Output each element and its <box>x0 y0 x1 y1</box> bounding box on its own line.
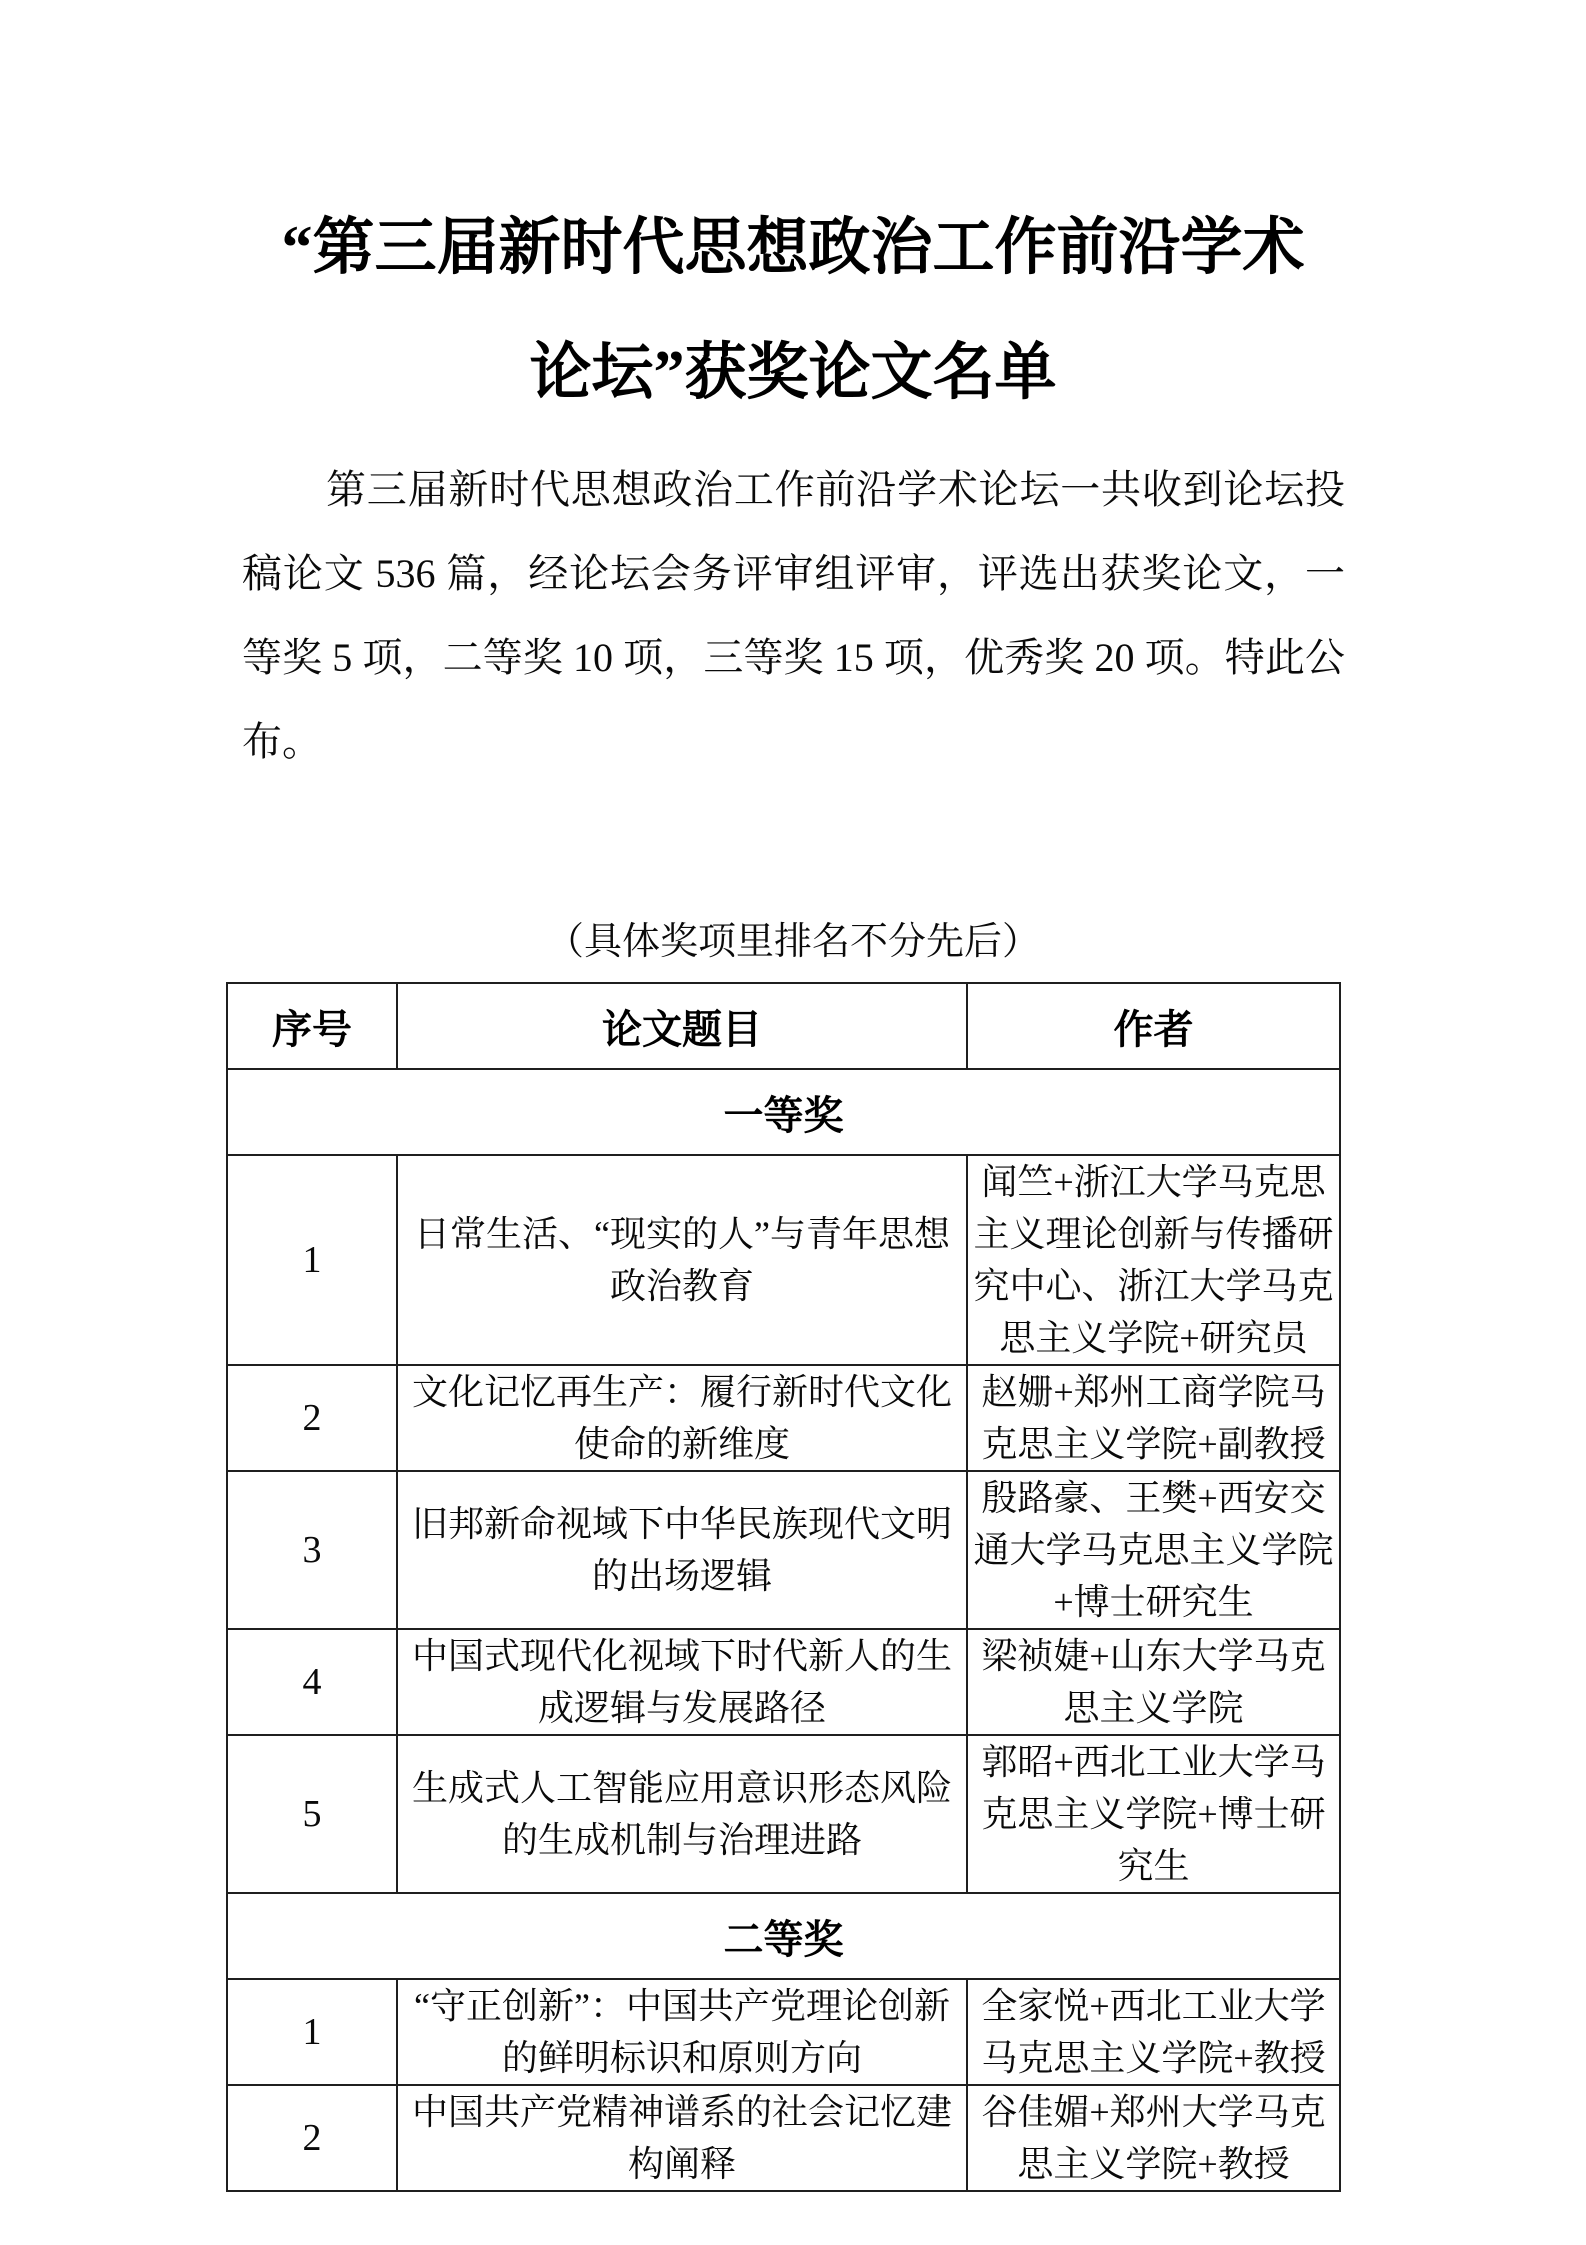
table-row <box>227 1155 1340 1365</box>
header-row <box>227 983 1340 1069</box>
cell-author: 梁祯婕+山东大学马克思主义学院 <box>967 1629 1340 1735</box>
page-title <box>150 186 1436 436</box>
table-row <box>227 1365 1340 1471</box>
cell-number: 2 <box>227 2085 397 2191</box>
page-title-line1: “第三届新时代思想政治工作前沿学术 <box>281 214 1305 282</box>
cell-paper-title: 日常生活、“现实的人”与青年思想政治教育 <box>397 1155 967 1365</box>
cell-author: 殷路豪、王樊+西安交通大学马克思主义学院+博士研究生 <box>967 1471 1340 1629</box>
cell-paper-title: 文化记忆再生产：履行新时代文化使命的新维度 <box>397 1365 967 1471</box>
cell-number: 3 <box>227 1471 397 1629</box>
ranking-note: （具体奖项里排名不分先后） <box>545 921 1040 963</box>
cell-author: 赵姗+郑州工商学院马克思主义学院+副教授 <box>967 1365 1340 1471</box>
cell-number: 4 <box>227 1629 397 1735</box>
table-row <box>227 1471 1340 1629</box>
cell-number: 2 <box>227 1365 397 1471</box>
page-title-line2: 论坛”获奖论文名单 <box>529 339 1057 407</box>
section-row-0 <box>227 1069 1340 1155</box>
cell-paper-title: 中国式现代化视域下时代新人的生成逻辑与发展路径 <box>397 1629 967 1735</box>
cell-author: 郭昭+西北工业大学马克思主义学院+博士研究生 <box>967 1735 1340 1893</box>
column-header-0: 序号 <box>227 983 397 1069</box>
table-row <box>227 1629 1340 1735</box>
section-row-1 <box>227 1893 1340 1979</box>
section-label-0: 一等奖 <box>227 1069 1340 1155</box>
cell-author: 闻竺+浙江大学马克思主义理论创新与传播研究中心、浙江大学马克思主义学院+研究员 <box>967 1155 1340 1365</box>
cell-author: 谷佳媚+郑州大学马克思主义学院+教授 <box>967 2085 1340 2191</box>
cell-author: 全家悦+西北工业大学马克思主义学院+教授 <box>967 1979 1340 2085</box>
cell-number: 1 <box>227 1155 397 1365</box>
cell-paper-title: 中国共产党精神谱系的社会记忆建构阐释 <box>397 2085 967 2191</box>
cell-number: 1 <box>227 1979 397 2085</box>
table-row <box>227 2085 1340 2191</box>
intro-paragraph: 第三届新时代思想政治工作前沿学术论坛一共收到论坛投稿论文 536 篇，经论坛会务评审组评审，评选出获奖论文，一等奖 5 项，二等奖 10 项，三等奖 15 项，优秀奖 20 项。特此公布。 <box>242 467 1345 764</box>
awards-table-body <box>227 1069 1340 2191</box>
table-row <box>227 1979 1340 2085</box>
cell-paper-title: 生成式人工智能应用意识形态风险的生成机制与治理进路 <box>397 1735 967 1893</box>
cell-paper-title: 旧邦新命视域下中华民族现代文明的出场逻辑 <box>397 1471 967 1629</box>
table-row <box>227 1735 1340 1893</box>
awards-table-header <box>227 983 1340 1069</box>
awards-table <box>226 982 1341 2192</box>
cell-paper-title: “守正创新”：中国共产党理论创新的鲜明标识和原则方向 <box>397 1979 967 2085</box>
column-header-1: 论文题目 <box>397 983 967 1069</box>
section-label-1: 二等奖 <box>227 1893 1340 1979</box>
cell-number: 5 <box>227 1735 397 1893</box>
column-header-2: 作者 <box>967 983 1340 1069</box>
